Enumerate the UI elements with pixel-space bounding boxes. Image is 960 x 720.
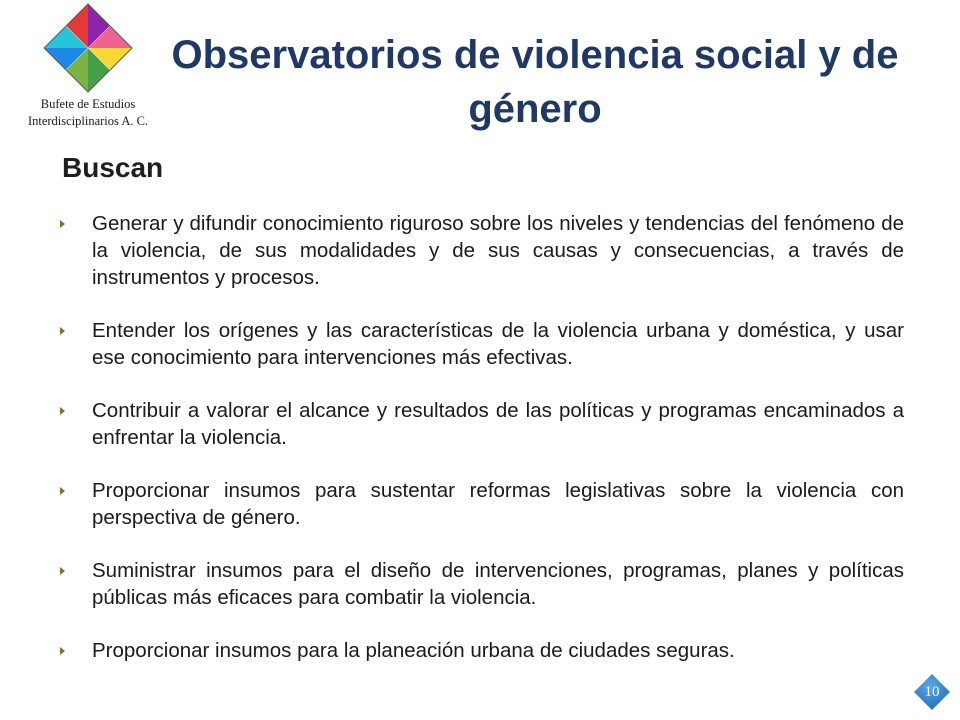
bullet-text: Contribuir a valorar el alcance y resultados de las políticas y programas encaminados a enfrentar la violencia. [92,399,904,449]
gem-logo-icon [42,2,134,94]
bullet-text: Proporcionar insumos para sustentar reformas legislativas sobre la violencia con perspectiva de género. [92,479,904,529]
bullet-text: Entender los orígenes y las características de la violencia urbana y doméstica, y usar ese conocimiento para intervenciones más efectivas. [92,319,904,369]
bullet-arrow-icon [60,487,65,495]
bullet-text: Proporcionar insumos para la planeación urbana de ciudades seguras. [92,639,735,662]
section-heading: Buscan [62,152,164,183]
bullet-arrow-icon [60,327,65,335]
logo [8,2,168,130]
list-item [56,637,904,664]
bullet-text: Suministrar insumos para el diseño de intervenciones, programas, planes y políticas públicas más eficaces para combatir la violencia. [92,559,904,609]
list-item [56,210,904,291]
bullet-arrow-icon [60,647,65,655]
bullet-arrow-icon [60,567,65,575]
logo-line-1: Bufete de Estudios [40,97,136,111]
bullet-arrow-icon [60,220,65,228]
page-title: Observatorios de violencia social y de género [171,33,899,131]
list-item [56,397,904,451]
bullet-text: Generar y difundir conocimiento riguroso sobre los niveles y tendencias del fenómeno de la violencia, de sus modalidades y de sus causas y consecuencias, a través de instrumentos y procesos. [92,212,904,289]
logo-line-2: Interdisciplinarios A. C. [27,114,149,128]
bullet-arrow-icon [60,407,65,415]
list-item [56,477,904,531]
bullet-list [56,210,904,690]
list-item [56,317,904,371]
page-number-badge [912,672,952,712]
logo-text [8,96,168,130]
page-number: 10 [924,684,940,700]
list-item [56,557,904,611]
